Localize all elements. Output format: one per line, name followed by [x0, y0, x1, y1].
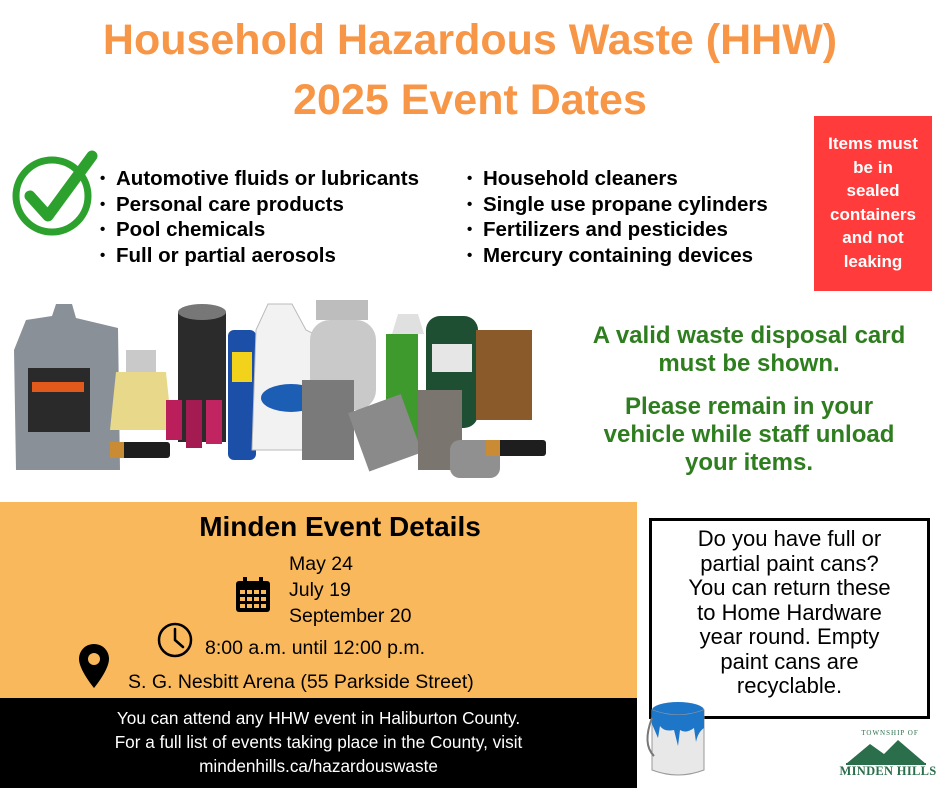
notice-line: Items must	[828, 134, 918, 153]
list-item: • Full or partial aerosols	[98, 243, 419, 269]
logo-name-text: MINDEN HILLS	[839, 764, 937, 778]
notice-line: You can return these	[688, 575, 891, 600]
notice-line: Please remain in your	[624, 393, 874, 420]
notice-line: and not	[842, 228, 904, 247]
notice-line: leaking	[843, 251, 903, 271]
notice-line: containers	[830, 204, 916, 224]
waste-card-notice	[560, 322, 938, 378]
list-item: • Mercury containing devices	[465, 243, 768, 269]
event-details-heading: Minden Event Details	[199, 511, 481, 542]
event-date: September 20	[289, 605, 412, 627]
list-item: • Pool chemicals	[98, 217, 419, 243]
notice-line: be in	[853, 157, 893, 177]
list-item: • Household cleaners	[465, 166, 768, 192]
sealed-containers-notice	[814, 116, 932, 291]
notice-line: must be shown.	[658, 350, 840, 377]
event-date: May 24	[289, 553, 353, 575]
notice-line: sealed	[846, 181, 900, 200]
list-item: • Fertilizers and pesticides	[465, 217, 768, 243]
footer-line: For a full list of events taking place in the County, visit	[114, 732, 523, 752]
clock-icon	[156, 621, 194, 659]
footer-line: You can attend any HHW event in Haliburton County.	[116, 708, 521, 728]
paint-cans-notice	[649, 518, 930, 719]
list-item: • Personal care products	[98, 192, 419, 218]
event-date: July 19	[289, 579, 351, 601]
notice-line: year round. Empty	[699, 624, 880, 649]
list-item: • Single use propane cylinders	[465, 192, 768, 218]
event-dates	[289, 551, 412, 629]
notice-line: Do you have full or	[697, 526, 882, 551]
event-time: 8:00 a.m. until 12:00 p.m.	[205, 637, 426, 659]
notice-line: A valid waste disposal card	[592, 322, 906, 349]
event-location: S. G. Nesbitt Arena (55 Parkside Street)	[128, 671, 474, 693]
accepted-items-list-left	[98, 166, 419, 268]
notice-line: partial paint cans?	[700, 550, 879, 576]
footer-info	[0, 698, 637, 788]
notice-line: paint cans are	[720, 648, 859, 674]
logo-top-text: TOWNSHIP OF	[861, 729, 919, 737]
paint-can-icon	[640, 694, 714, 780]
hazardous-products-illustration	[6, 290, 556, 495]
footer-link[interactable]: mindenhills.ca/hazardouswaste	[199, 756, 438, 776]
calendar-icon	[234, 576, 272, 614]
notice-line: your items.	[684, 449, 814, 476]
check-mark-icon	[10, 148, 100, 238]
remain-in-vehicle-notice	[560, 393, 938, 477]
notice-line: vehicle while staff unload	[603, 421, 895, 448]
page-title-line1: Household Hazardous Waste (HHW)	[102, 16, 838, 64]
page-title-line2: 2025 Event Dates	[293, 76, 647, 124]
list-item: • Automotive fluids or lubricants	[98, 166, 419, 192]
accepted-items-list-right	[465, 166, 768, 268]
location-pin-icon	[78, 643, 110, 689]
notice-line: to Home Hardware	[697, 599, 882, 625]
notice-line: recyclable.	[736, 673, 843, 698]
